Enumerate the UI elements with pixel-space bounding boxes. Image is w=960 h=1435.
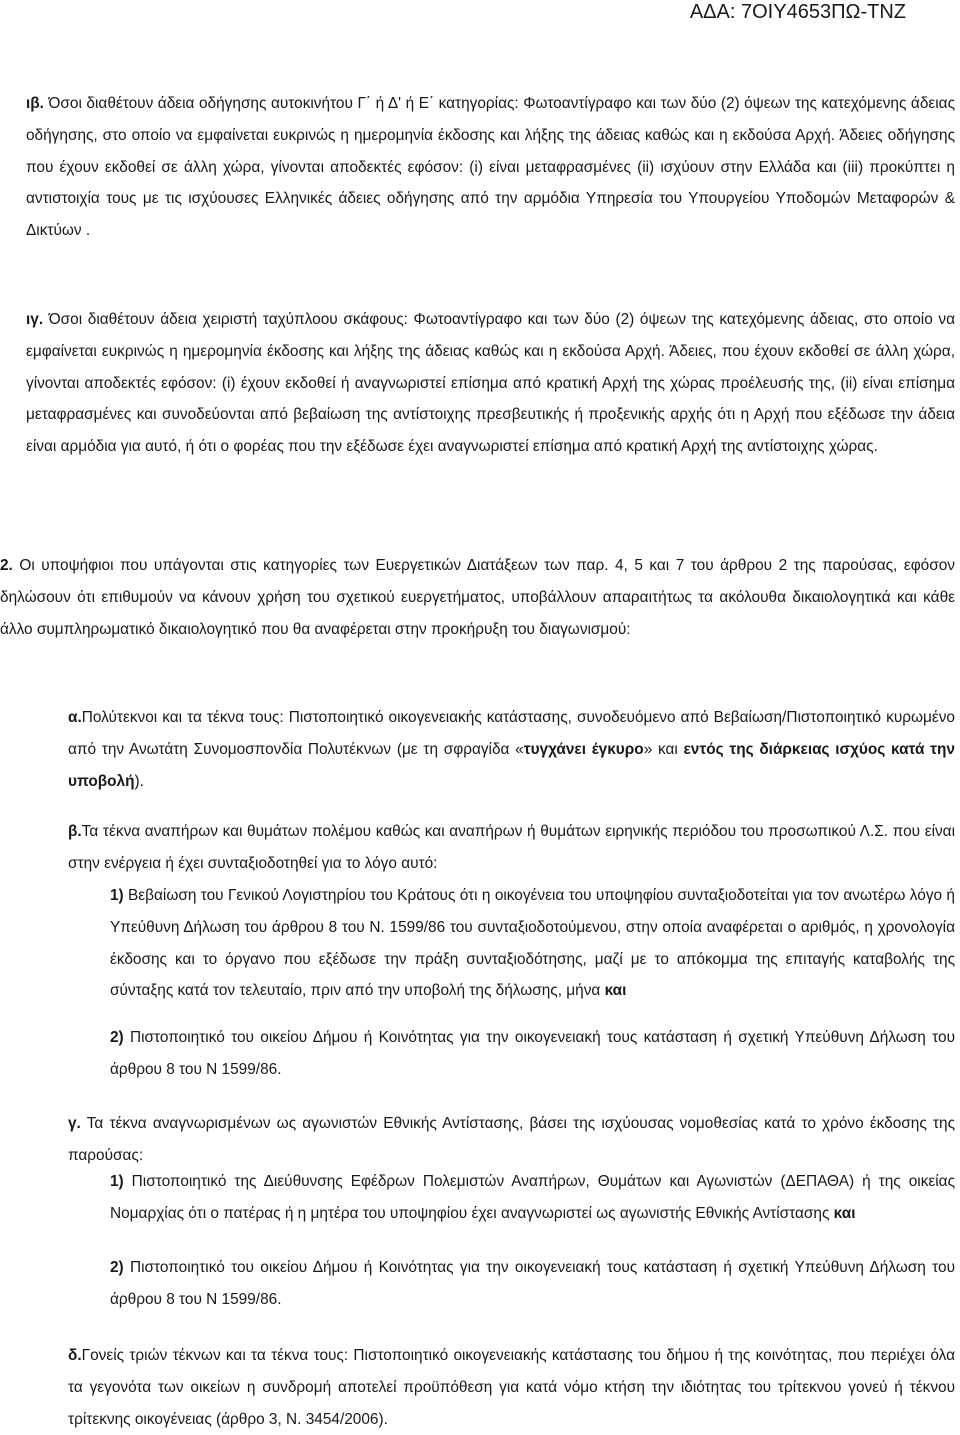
text-a-2: » και: [643, 740, 684, 758]
bold-valid: τυγχάνει έγκυρο: [523, 740, 644, 758]
text-b: Τα τέκνα αναπήρων και θυμάτων πολέμου καθώς και αναπήρων ή θυμάτων ειρηνικής περιόδου του προσωπικού Λ.Σ. που είναι στην ενέργεια ή έχει συνταξιοδοτηθεί για το λόγο αυτό:: [68, 823, 955, 872]
text-2: Οι υποψήφιοι που υπάγονται στις κατηγορίες των Ευεργετικών Διατάξεων των παρ. 4, 5 και 7 του άρθρου 2 της παρούσας, εφόσον δηλώσουν ότι επιθυμούν να κάνουν χρήση του σχετικού ευεργετήματος, υποβάλλουν απαραιτήτως τα ακόλουθα δικαιολογητικά και κάθε άλλο συμπληρωματικό δικαιολογητικό που θα αναφέρεται στην προκήρυξη του διαγωνισμού:: [0, 557, 955, 638]
label-g: γ.: [68, 1115, 81, 1132]
label-b2: 2): [110, 1029, 124, 1046]
paragraph-ig: [26, 304, 955, 463]
list-item-g2: [110, 1252, 955, 1316]
label-ig: ιγ.: [26, 311, 44, 328]
text-d: Γονείς τριών τέκνων και τα τέκνα τους: Πιστοποιητικό οικογενειακής κατάστασης του δήμου ή της κοινότητας, που περιέχει όλα τα γεγονότα των οικείων η συνδρομή αποτελεί προϋπόθεση για κατά νόμο κτήση την ιδιότητας του τρίτεκνου γονεύ ή τέκνου τρίτεκνης οικογένειας (άρθρο 3, Ν. 3454/2006).: [68, 1347, 955, 1428]
paragraph-g: [68, 1108, 955, 1172]
label-a: α.: [68, 709, 82, 726]
text-g: Τα τέκνα αναγνωρισμένων ως αγωνιστών Εθνικής Αντίστασης, βάσει της ισχύουσας νομοθεσίας κατά το χρόνο έκδοσης της παρούσας:: [68, 1115, 955, 1164]
text-a-3: ).: [134, 772, 144, 790]
text-b1: Βεβαίωση του Γενικού Λογιστηρίου του Κράτους ότι η οικογένεια του υποψηφίου συνταξιοδοτείται για τον ανωτέρω λόγο ή Υπεύθυνη Δήλωση του άρθρου 8 του Ν. 1599/86 του συνταξιοδοτούμενου, στην οποία αναφέρεται ο αριθμός, η χρονολογία έκδοσης και το όργανο που εξέδωσε την πράξη συνταξιοδότησης, μαζί με το απόκομμα της επιταγής καταβολής της σύνταξης κατά τον τελευταίο, πριν από την υποβολή της δήλωσης, μήνα: [110, 887, 955, 1000]
label-d: δ.: [68, 1347, 82, 1364]
paragraph-b: [68, 816, 955, 880]
label-ib: ιβ.: [26, 95, 44, 112]
paragraph-ib: [26, 88, 955, 247]
list-item-b2: [110, 1022, 955, 1086]
text-g1: Πιστοποιητικό της Διεύθυνσης Εφέδρων Πολεμιστών Αναπήρων, Θυμάτων και Αγωνιστών (ΔΕΠΑΘΑ) ή της οικείας Νομαρχίας ότι ο πατέρας ή η μητέρα του υποψηφίου έχει αναγνωριστεί ως αγωνιστής Εθνικής Αντίστασης: [110, 1173, 955, 1222]
text-g2: Πιστοποιητικό του οικείου Δήμου ή Κοινότητας για την οικογενειακή τους κατάσταση ή σχετική Υπεύθυνη Δήλωση του άρθρου 8 του Ν 1599/86.: [110, 1259, 955, 1308]
label-2: 2.: [0, 557, 13, 574]
paragraph-a: [68, 702, 955, 797]
text-ib: Όσοι διαθέτουν άδεια οδήγησης αυτοκινήτου Γ΄ ή Δ' ή Ε΄ κατηγορίας: Φωτοαντίγραφο και των δύο (2) όψεων της κατεχόμενης άδειας οδήγησης, στο οποίο να εμφαίνεται ευκρινώς η ημερομηνία έκδοσης και λήξης της άδειας καθώς και η εκδούσα Αρχή. Άδειες οδήγησης που έχουν εκδοθεί σε άλλη χώρα, γίνονται αποδεκτές εφόσον: (i) είναι μεταφρασμένες (ii) ισχύουν στην Ελλάδα και (iii) προκύπτει η αντιστοιχία τους με τις ισχύουσες Ελληνικές άδειες οδήγησης από την αρμόδια Υπηρεσία του Υπουργείου Υποδομών Μεταφορών & Δικτύων .: [26, 95, 955, 240]
ada-code: ΑΔΑ: 7ΟΙΥ4653ΠΩ-ΤΝΖ: [689, 1, 906, 23]
text-ig: Όσοι διαθέτουν άδεια χειριστή ταχύπλοου σκάφους: Φωτοαντίγραφο και των δύο (2) όψεων της κατεχόμενης άδειας, στο οποίο να εμφαίνεται ευκρινώς η ημερομηνία έκδοσης και λήξης της άδειας καθώς και η εκδούσα Αρχή. Άδειες, που έχουν εκδοθεί σε άλλη χώρα, γίνονται αποδεκτές εφόσον: (i) έχουν εκδοθεί ή αναγνωριστεί επίσημα από κρατική Αρχή της χώρας προέλευσής της, (ii) είναι επίσημα μεταφρασμένες και συνοδεύονται από βεβαίωση της αντίστοιχης πρεσβευτικής ή προξενικής αρχής ότι η Αρχή που εξέδωσε την άδεια είναι αρμόδια για αυτό, ή ότι ο φορέας που την εξέδωσε έχει αναγνωριστεί επίσημα από κρατική Αρχή της αντίστοιχης χώρας.: [26, 311, 955, 456]
bold-and-b1: και: [604, 982, 627, 1000]
paragraph-d: [68, 1340, 955, 1435]
text-a-1: Πολύτεκνοι και τα τέκνα τους: Πιστοποιητικό οικογενειακής κατάστασης, συνοδευόμενο από Βεβαίωση/Πιστοποιητικό κυρωμένο από την Ανωτάτη Συνομοσπονδία Πολυτέκνων (με τη σφραγίδα «: [68, 709, 955, 758]
label-g2: 2): [110, 1259, 124, 1276]
paragraph-2: [0, 550, 955, 645]
label-g1: 1): [110, 1173, 124, 1190]
label-b: β.: [68, 823, 82, 840]
label-b1: 1): [110, 887, 124, 904]
list-item-g1: [110, 1166, 955, 1230]
list-item-b1: [110, 880, 955, 1007]
text-b2: Πιστοποιητικό του οικείου Δήμου ή Κοινότητας για την οικογενειακή τους κατάσταση ή σχετική Υπεύθυνη Δήλωση του άρθρου 8 του Ν 1599/86.: [110, 1029, 955, 1078]
bold-within-validity: εντός της διάρκειας ισχύος κατά την υποβολή: [68, 740, 955, 790]
bold-and-g1: και: [833, 1204, 856, 1222]
